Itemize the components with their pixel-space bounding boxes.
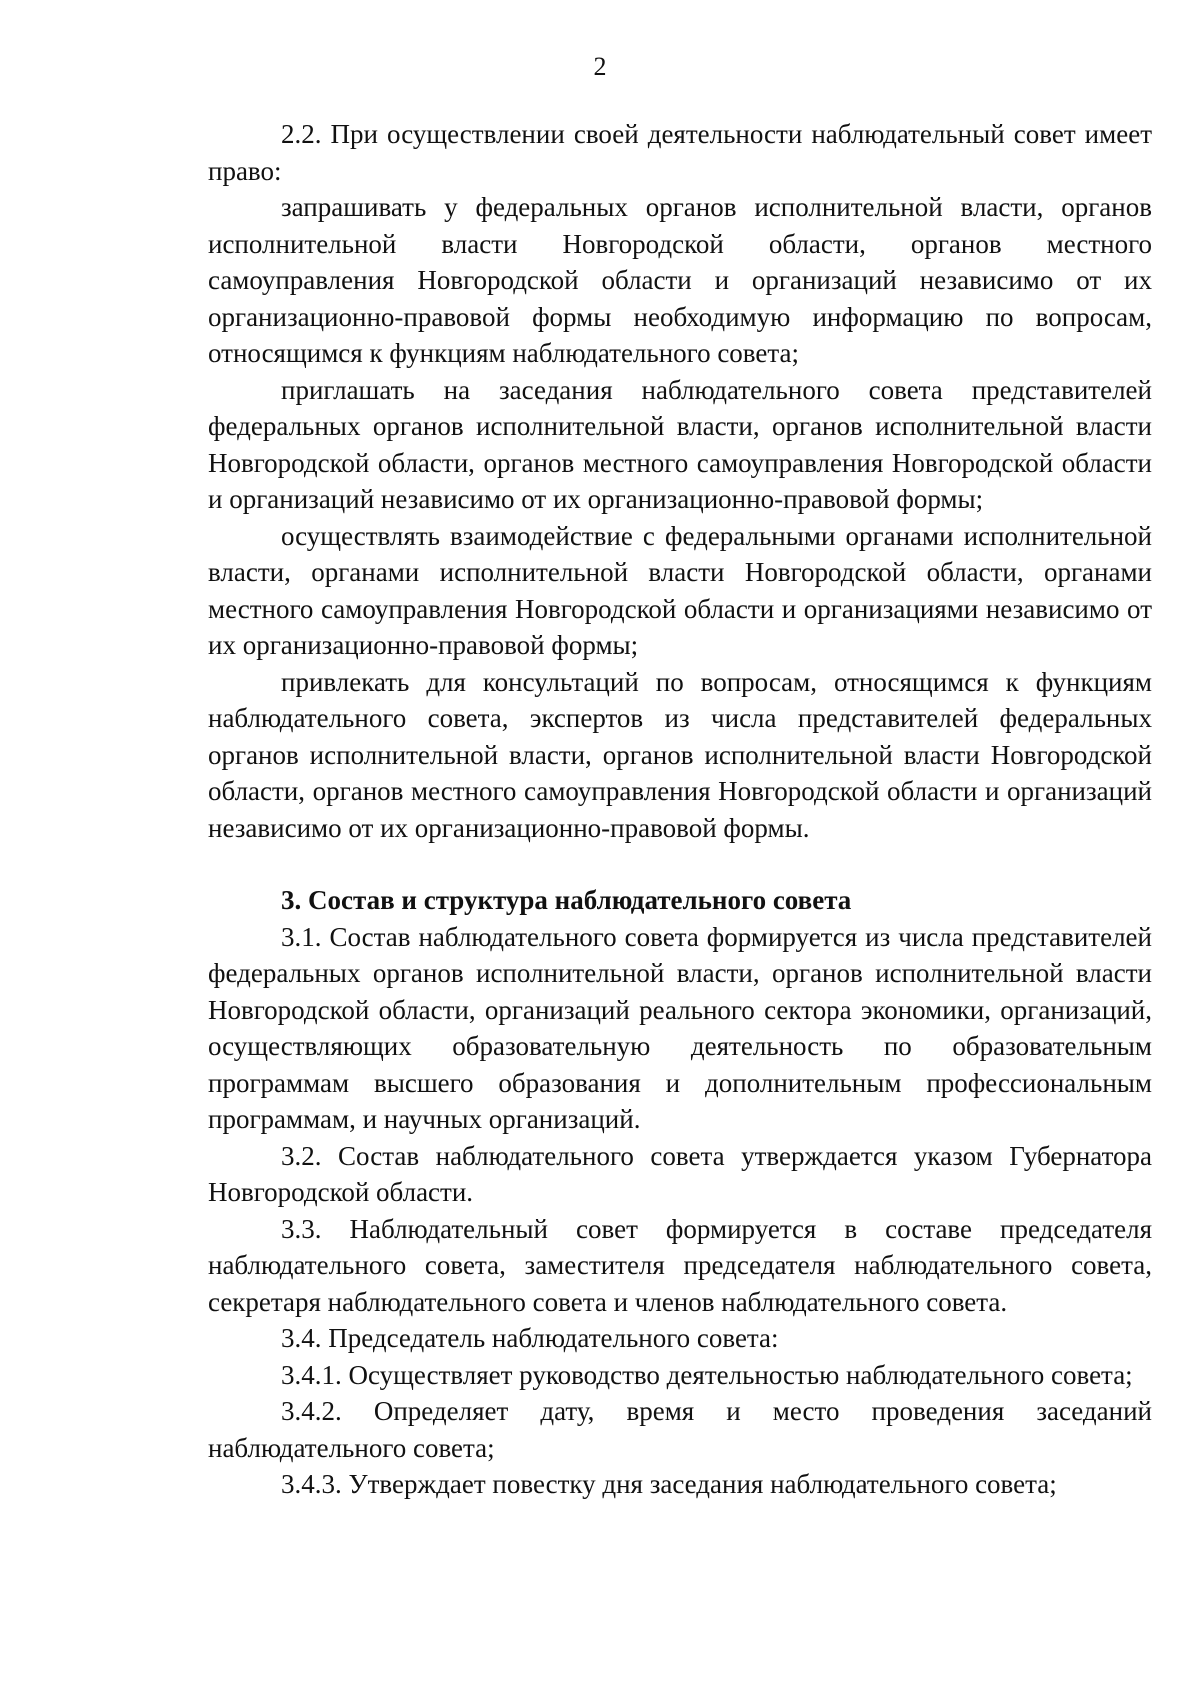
paragraph-invite: приглашать на заседания наблюдательного совета представителей федеральных органов исполнительной власти, органов исполнительной власти Новгородской области, органов местного самоуправления Новгородской области и организаций независимо от их организационно-правовой формы; (208, 374, 1152, 514)
paragraph-3-1: 3.1. Состав наблюдательного совета формируется из числа представителей федеральных органов исполнительной власти, органов исполнительной власти Новгородской области, организаций реального сектора экономики, организаций, осуществляющих образовательную деятельность по образовательным программам высшего образования и дополнительным профессиональным программам, и научных организаций. (208, 921, 1152, 1134)
paragraph-consult: привлекать для консультаций по вопросам, относящимся к функциям наблюдательного совета, экспертов из числа представителей федеральных органов исполнительной власти, органов исполнительной власти Новгородской области, органов местного самоуправления Новгородской области и организаций независимо от их организационно-правовой формы. (208, 666, 1152, 843)
paragraph-interact: осуществлять взаимодействие с федеральными органами исполнительной власти, органами исполнительной власти Новгородской области, органами местного самоуправления Новгородской области и организациями независимо от их организационно-правовой формы; (208, 520, 1152, 660)
paragraph-2-2: 2.2. При осуществлении своей деятельности наблюдательный совет имеет право: (208, 119, 1152, 186)
section-3-heading: 3. Состав и структура наблюдательного совета (281, 885, 852, 915)
paragraph-3-4-1: 3.4.1. Осуществляет руководство деятельностью наблюдательного совета; (281, 1359, 1133, 1390)
paragraph-3-4: 3.4. Председатель наблюдательного совета: (281, 1323, 779, 1353)
paragraph-3-4-3: 3.4.3. Утверждает повестку дня заседания наблюдательного совета; (281, 1469, 1057, 1499)
document-body (208, 116, 1152, 1503)
paragraph-3-2: 3.2. Состав наблюдательного совета утверждается указом Губернатора Новгородской области. (208, 1140, 1152, 1207)
paragraph-3-4-2: 3.4.2. Определяет дату, время и место проведения заседаний наблюдательного совета; (208, 1396, 1152, 1463)
paragraph-3-3: 3.3. Наблюдательный совет формируется в составе председателя наблюдательного совета, заместителя председателя наблюдательного совета, секретаря наблюдательного совета и членов наблюдательного совета. (208, 1213, 1152, 1317)
page-number: 2 (593, 52, 607, 81)
paragraph-request-info: запрашивать у федеральных органов исполнительной власти, органов исполнительной власти Новгородской области, органов местного самоуправления Новгородской области и организаций независимо от их организационно-правовой формы необходимую информацию по вопросам, относящимся к функциям наблюдательного совета; (208, 192, 1152, 368)
